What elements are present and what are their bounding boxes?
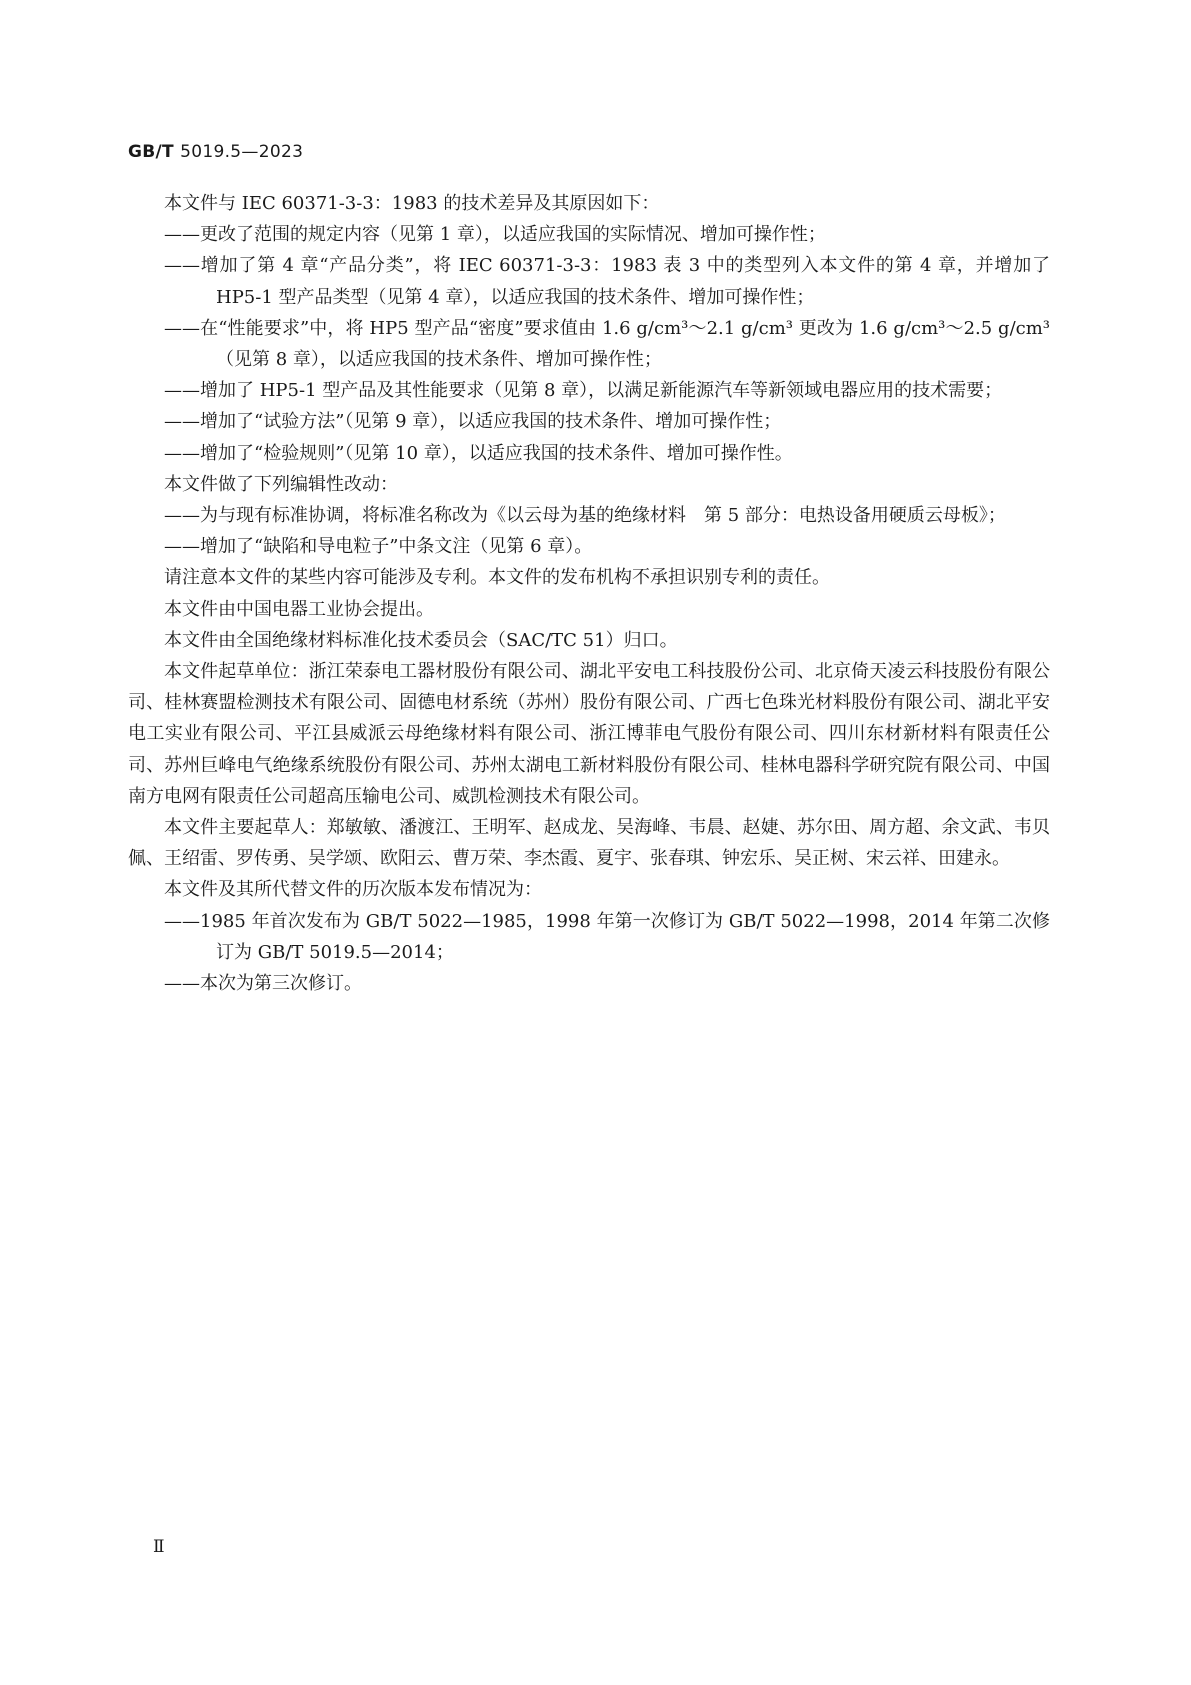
standard-header	[128, 142, 303, 162]
paragraph: 本文件做了下列编辑性改动：	[164, 473, 398, 495]
drafters-paragraph: 本文件主要起草人：郑敏敏、潘渡江、王明军、赵成龙、吴海峰、韦晨、赵婕、苏尔田、周方超、余文武、韦贝佩、王绍雷、罗传勇、吴学颂、欧阳云、曹万荣、李杰霞、夏宇、张春琪、钟宏乐、吴正树、宋云祥、田建永。	[128, 817, 1050, 870]
paragraph: 本文件与 IEC 60371-3-3：1983 的技术差异及其原因如下：	[164, 193, 660, 214]
drafting-units-paragraph: 本文件起草单位：浙江荣泰电工器材股份有限公司、湖北平安电工科技股份公司、北京倚天凌云科技股份有限公司、桂林赛盟检测技术有限公司、固德电材系统（苏州）股份有限公司、广西七色珠光材料股份有限公司、湖北平安电工实业有限公司、平江县威派云母绝缘材料有限公司、浙江博菲电气股份有限公司、四川东材新材料有限责任公司、苏州巨峰电气绝缘系统股份有限公司、苏州太湖电工新材料股份有限公司、桂林电器科学研究院有限公司、中国南方电网有限责任公司超高压输电公司、威凯检测技术有限公司。	[128, 661, 1050, 807]
page-number: Ⅱ	[153, 1537, 165, 1557]
dash-item: ——本次为第三次修订。	[164, 973, 362, 995]
dash-item: ——增加了第 4 章“产品分类”，将 IEC 60371-3-3：1983 表 3 中的类型列入本文件的第 4 章，并增加了 HP5-1 型产品类型（见第 4 章），以适应我国的技术条件、增加可操作性；	[164, 255, 1050, 308]
standard-prefix: GB/T	[128, 142, 174, 162]
dash-item: ——为与现有标准协调，将标准名称改为《以云母为基的绝缘材料 第 5 部分：电热设备用硬质云母板》；	[164, 505, 1006, 527]
standard-number: 5019.5—2023	[180, 142, 304, 162]
committee-paragraph: 本文件由全国绝缘材料标准化技术委员会（SAC/TC 51）归口。	[164, 629, 678, 651]
dash-item: ——增加了“试验方法”（见第 9 章），以适应我国的技术条件、增加可操作性；	[164, 411, 782, 433]
history-intro-paragraph: 本文件及其所代替文件的历次版本发布情况为：	[164, 879, 542, 901]
dash-item: ——增加了 HP5-1 型产品及其性能要求（见第 8 章），以满足新能源汽车等新领域电器应用的技术需要；	[164, 380, 1003, 402]
proposer-paragraph: 本文件由中国电器工业协会提出。	[164, 598, 434, 620]
patent-notice: 请注意本文件的某些内容可能涉及专利。本文件的发布机构不承担识别专利的责任。	[164, 567, 830, 589]
dash-item: ——1985 年首次发布为 GB/T 5022—1985，1998 年第一次修订为 GB/T 5022—1998，2014 年第二次修订为 GB/T 5019.5—2014；	[164, 910, 1050, 963]
dash-item: ——增加了“缺陷和导电粒子”中条文注（见第 6 章）。	[164, 536, 593, 558]
dash-item: ——更改了范围的规定内容（见第 1 章），以适应我国的实际情况、增加可操作性；	[164, 224, 826, 246]
dash-item: ——在“性能要求”中，将 HP5 型产品“密度”要求值由 1.6 g/cm³～2.1 g/cm³ 更改为 1.6 g/cm³～2.5 g/cm³（见第 8 章），以适应我国的技术条件、增加可操作性；	[164, 317, 1050, 371]
foreword-body	[128, 188, 1050, 999]
dash-item: ——增加了“检验规则”（见第 10 章），以适应我国的技术条件、增加可操作性。	[164, 442, 793, 464]
